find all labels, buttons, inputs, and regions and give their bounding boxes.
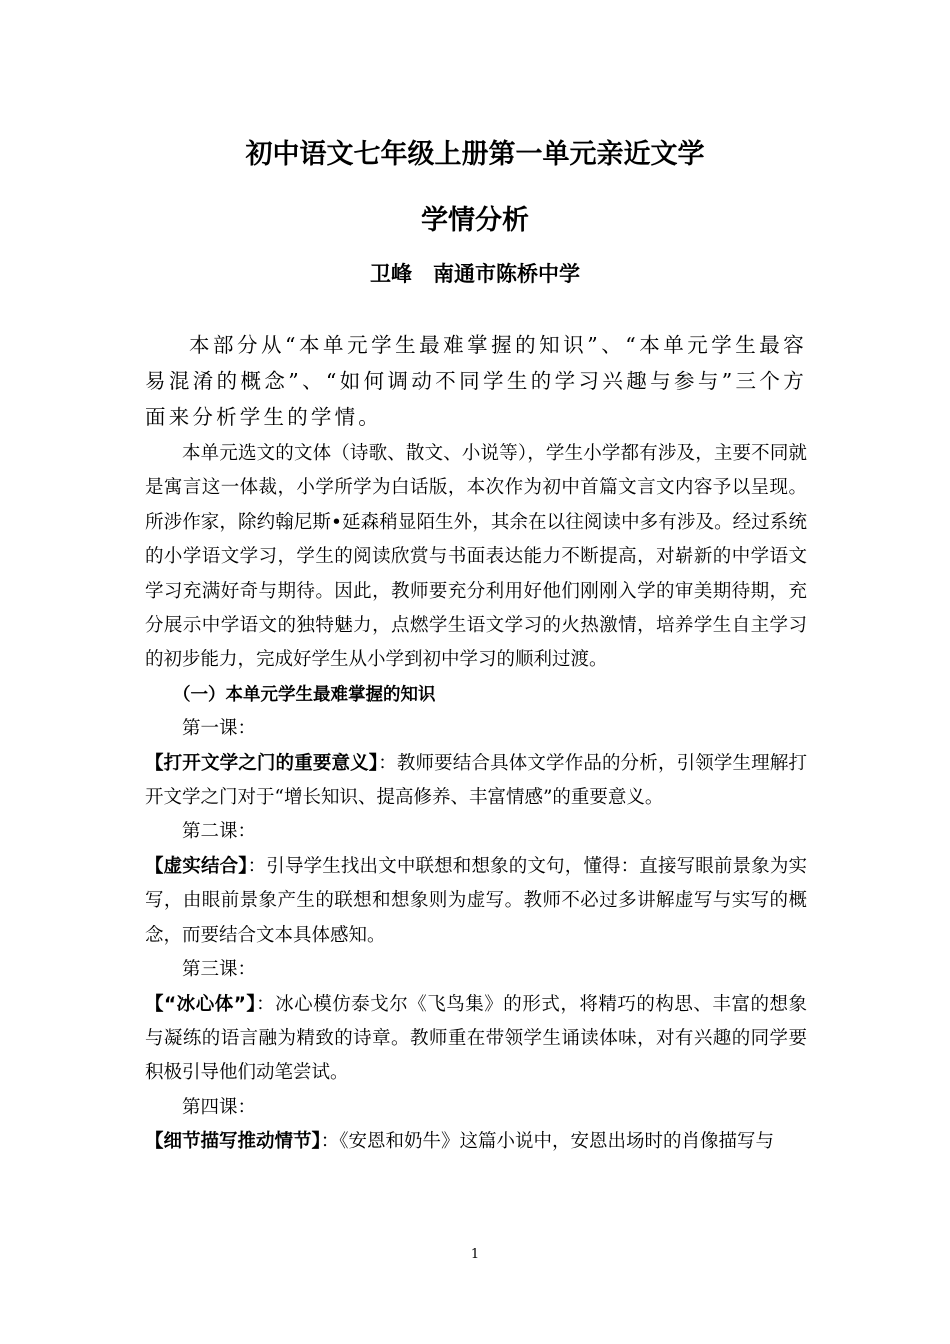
lesson-label: 第四课： <box>182 1096 257 1118</box>
lesson-text: ：《安恩和奶牛》这篇小说中，安恩出场时的肖像描写与 <box>320 1131 775 1153</box>
lesson-term: 【“冰心体”】 <box>145 993 257 1015</box>
section-heading: （一）本单元学生最难掌握的知识 <box>173 684 436 705</box>
lesson-label: 第一课： <box>182 718 257 740</box>
author-line: 卫峰 南通市陈桥中学 <box>370 262 580 286</box>
document-body <box>145 437 807 1160</box>
lesson-label: 第三课： <box>182 959 257 981</box>
document-title: 初中语文七年级上册第一单元亲近文学 <box>245 139 705 170</box>
overview-paragraph: 本单元选文的文体（诗歌、散文、小说等），学生小学都有涉及，主要不同就是寓言这一体裁，小学所学为白话版，本次作为初中首篇文言文内容予以呈现。所涉作家，除约翰尼斯•延森稍显陌生外，其余在以往阅读中多有涉及。经过系统的小学语文学习，学生的阅读欣赏与书面表达能力不断提高，对崭新的中学语文学习充满好奇与期待。因此，教师要充分利用好他们刚刚入学的审美期待期，充分展示中学语文的独特魅力，点燃学生语文学习的火热激情，培养学生自主学习的初步能力，完成好学生从小学到初中学习的顺利过渡。 <box>145 443 807 671</box>
lesson-term: 【细节描写推动情节】 <box>145 1131 321 1153</box>
intro-paragraph: 本部分从“本单元学生最难掌握的知识”、“本单元学生最容易混淆的概念”、“如何调动不同学生的学习兴趣与参与”三个方面来分析学生的学情。 <box>145 333 807 429</box>
lesson-paragraph <box>145 1125 807 1159</box>
lesson-paragraph <box>145 988 807 1091</box>
lesson-text: ：教师要结合具体文学作品的分析，引领学生理解打开文学之门对于“增长知识、提高修养、丰富情感”的重要意义。 <box>145 752 807 809</box>
lesson-text: ：冰心模仿泰戈尔《飞鸟集》的形式，将精巧的构思、丰富的想象与凝练的语言融为精致的诗章。教师重在带领学生诵读体味，对有兴趣的同学要积极引导他们动笔尝试。 <box>145 993 807 1084</box>
lesson-term: 【虚实结合】 <box>145 855 248 877</box>
document-subtitle: 学情分析 <box>421 205 529 236</box>
page-number: 1 <box>470 1247 480 1262</box>
lesson-label: 第二课： <box>182 821 257 843</box>
lesson-term: 【打开文学之门的重要意义】 <box>145 752 379 774</box>
lesson-paragraph <box>145 850 807 953</box>
lesson-paragraph <box>145 747 807 816</box>
lesson-text: ：引导学生找出文中联想和想象的文句，懂得：直接写眼前景象为实写，由眼前景象产生的联想和想象则为虚写。教师不必过多讲解虚写与实写的概念，而要结合文本具体感知。 <box>145 855 807 946</box>
